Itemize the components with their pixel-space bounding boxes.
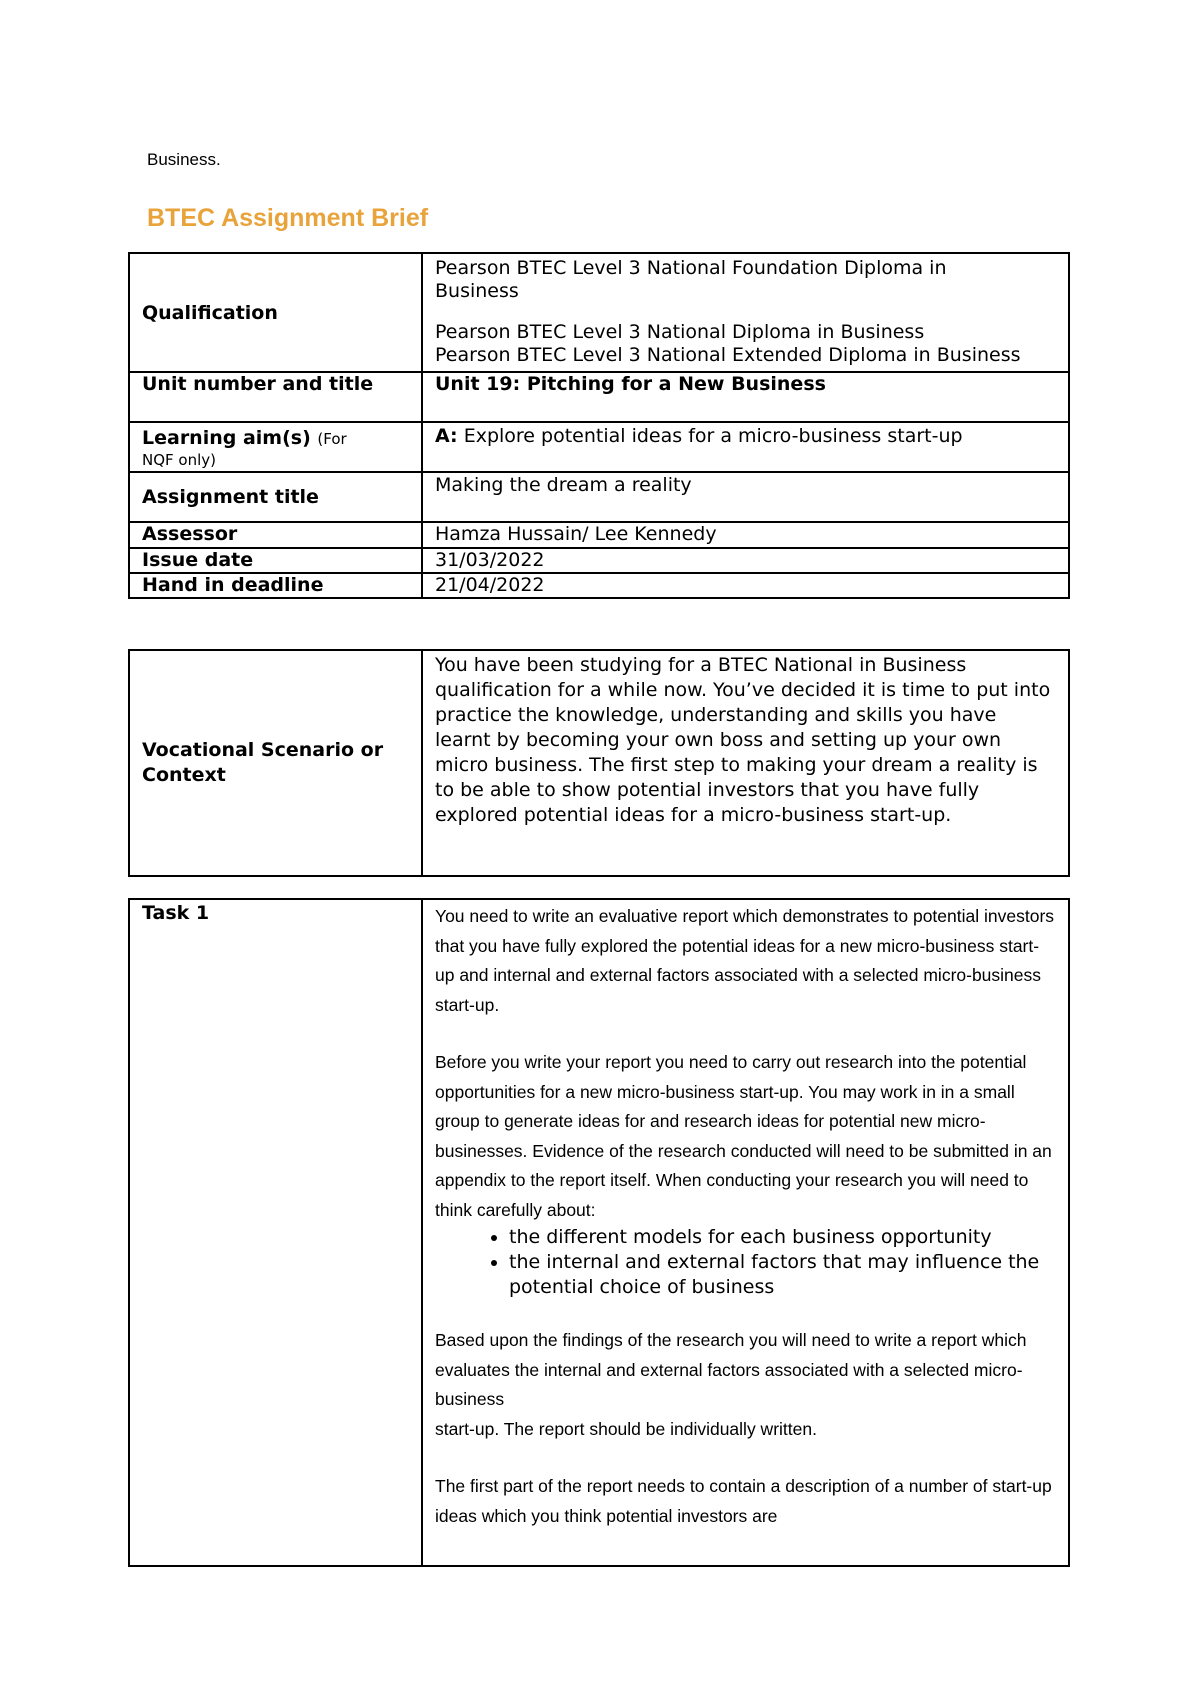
context-text: You have been studying for a BTEC National in Business qualification for a while now. You’ve decided it is time to put into practice the knowledge, understanding and skills you have learnt by becoming your own boss and setting up your own micro business. The first step to making your dream a reality is to be able to show potential investors that you have fully explored potential ideas for a micro-business start-up. [422, 650, 1069, 876]
learning-aim-row [129, 422, 1069, 472]
issue-date-row [129, 548, 1069, 573]
assessor-label: Assessor [129, 522, 422, 548]
learning-aim-note: (For [317, 430, 347, 448]
task-row [129, 899, 1069, 1566]
qualification-line: Pearson BTEC Level 3 National Diploma in Business [435, 321, 925, 343]
task-paragraph: You need to write an evaluative report which demonstrates to potential investors that you have fully explored the potential ideas for a new micro-business start-up and internal and external factors associated with a selected micro-business start-up. [435, 906, 1055, 1015]
learning-aim-label-cell [129, 422, 422, 472]
assignment-value: Making the dream a reality [422, 472, 1069, 522]
assignment-label: Assignment title [129, 472, 422, 522]
task-content [422, 899, 1069, 1566]
task-paragraph: Based upon the findings of the research you will need to write a report which evaluates the internal and external factors associated with a selected micro-business [435, 1330, 1027, 1409]
learning-aim-value [422, 422, 1069, 472]
context-row [129, 650, 1069, 876]
assessor-row [129, 522, 1069, 548]
header-text: Business. [147, 150, 221, 169]
qualification-line: Pearson BTEC Level 3 National Extended Diploma in Business [435, 344, 1021, 366]
task-bullet-item: • the internal and external factors that may influence the potential choice of business [509, 1250, 1056, 1300]
task-bullet-list [435, 1225, 1056, 1300]
task-paragraph: Before you write your report you need to carry out research into the potential opportunities for a new micro-business start-up. You may work in in a small group to generate ideas for and research ideas for potential new micro-businesses. Evidence of the research conducted will need to be submitted in an appendix to the report itself. When conducting your research you will need to think carefully about: [435, 1052, 1052, 1220]
task-paragraph: start-up. The report should be individually written. [435, 1418, 817, 1439]
deadline-row [129, 573, 1069, 598]
issue-date-value: 31/03/2022 [422, 548, 1069, 573]
context-label: Vocational Scenario or Context [129, 650, 422, 876]
qualification-line: Business [435, 280, 519, 302]
qualification-label: Qualification [129, 253, 422, 372]
brief-title: BTEC Assignment Brief [147, 204, 429, 232]
qualification-line: Pearson BTEC Level 3 National Foundation Diploma in [435, 257, 947, 279]
unit-label: Unit number and title [129, 372, 422, 422]
qualification-value [422, 253, 1069, 372]
learning-aim-text: Explore potential ideas for a micro-business start-up [463, 425, 963, 447]
task-paragraph: The first part of the report needs to contain a description of a number of start-up ideas which you think potential investors are [435, 1476, 1052, 1526]
context-table [128, 649, 1070, 877]
unit-value: Unit 19: Pitching for a New Business [422, 372, 1069, 422]
task-bullet-item: • the different models for each business opportunity [509, 1225, 1056, 1250]
unit-row [129, 372, 1069, 422]
learning-aim-label: Learning aim(s) [142, 427, 311, 449]
assignment-row [129, 472, 1069, 522]
learning-aim-prefix: A: [435, 425, 458, 447]
deadline-label: Hand in deadline [129, 573, 422, 598]
deadline-value: 21/04/2022 [422, 573, 1069, 598]
learning-aim-note-2: NQF only) [142, 451, 217, 469]
task-table [128, 898, 1070, 1567]
qualification-row [129, 253, 1069, 372]
issue-date-label: Issue date [129, 548, 422, 573]
task-label: Task 1 [129, 899, 422, 1566]
info-table [128, 252, 1070, 599]
assessor-value: Hamza Hussain/ Lee Kennedy [422, 522, 1069, 548]
